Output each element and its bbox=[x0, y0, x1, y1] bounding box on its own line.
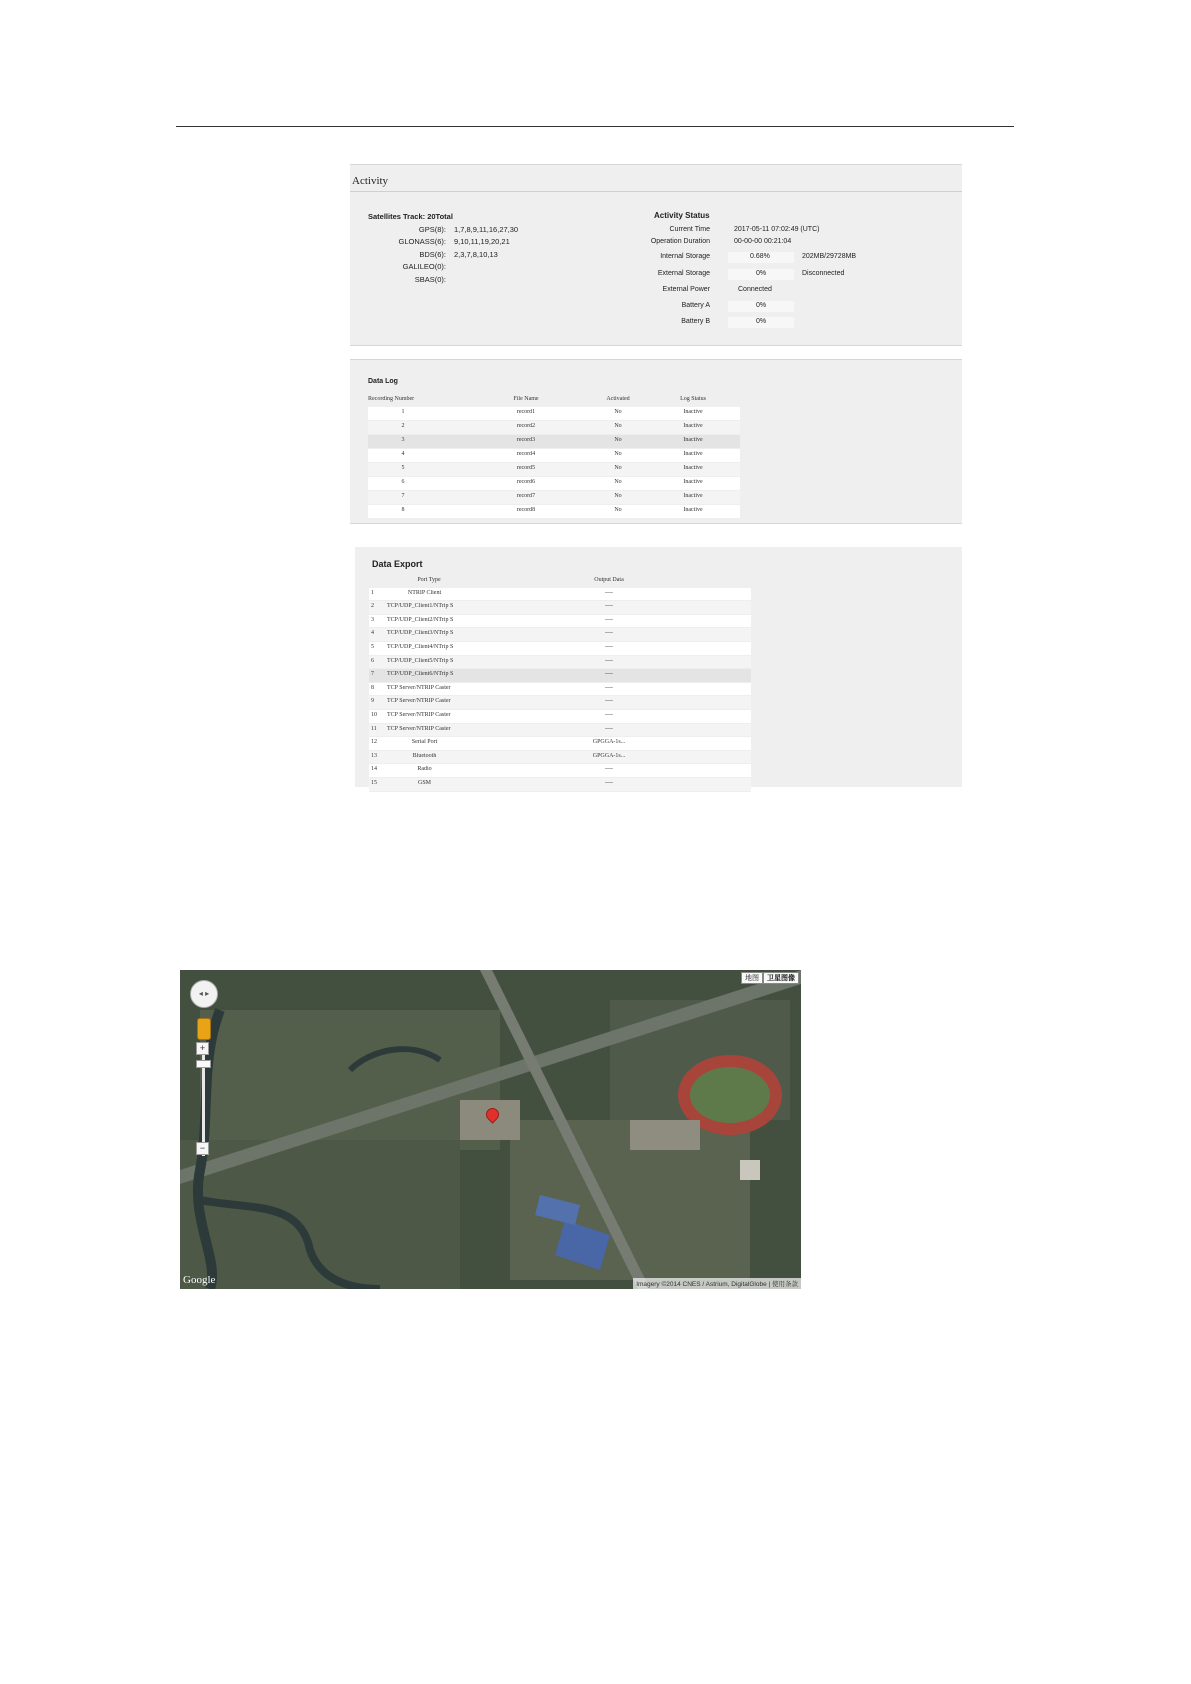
log-status: Inactive bbox=[683, 423, 703, 429]
table-header bbox=[368, 394, 740, 407]
data-export-title: Data Export bbox=[372, 559, 423, 569]
port-type: TCP/UDP_Client5/NTrip S bbox=[387, 657, 454, 664]
output-data: ---- bbox=[605, 630, 613, 637]
output-data: GPGGA-1s... bbox=[592, 739, 626, 746]
output-data: ---- bbox=[605, 725, 613, 732]
port-type: GSM bbox=[417, 779, 431, 786]
file-name: record1 bbox=[516, 409, 536, 415]
column-header: File Name bbox=[513, 396, 539, 402]
activated: No bbox=[614, 465, 622, 471]
row-index: 10 bbox=[371, 711, 377, 718]
log-status: Inactive bbox=[683, 465, 703, 471]
table-row[interactable] bbox=[368, 505, 740, 519]
table-header bbox=[369, 575, 751, 588]
row-index: 1 bbox=[371, 589, 374, 596]
file-name: record5 bbox=[516, 465, 536, 471]
column-header: Output Data bbox=[594, 577, 624, 583]
file-name: record2 bbox=[516, 423, 536, 429]
status-label: Operation Duration bbox=[650, 238, 710, 245]
port-type: TCP Server/NTRIP Caster bbox=[387, 698, 451, 705]
status-value: 0% bbox=[756, 318, 767, 325]
port-type: TCP/UDP_Client6/NTrip S bbox=[387, 671, 454, 678]
table-row[interactable] bbox=[368, 435, 740, 449]
port-type: TCP/UDP_Client3/NTrip S bbox=[387, 630, 454, 637]
table-row[interactable] bbox=[369, 683, 751, 697]
recording-number: 8 bbox=[401, 507, 405, 513]
table-row[interactable] bbox=[369, 669, 751, 683]
log-status: Inactive bbox=[683, 507, 703, 513]
table-row[interactable] bbox=[368, 477, 740, 491]
port-type: TCP Server/NTRIP Caster bbox=[387, 684, 451, 691]
constellation-label: GLONASS(6): bbox=[398, 237, 446, 246]
activity-status-heading: Activity Status bbox=[654, 211, 710, 220]
status-extra: Disconnected bbox=[802, 270, 845, 277]
data-log-panel bbox=[350, 359, 962, 524]
row-index: 8 bbox=[371, 684, 374, 691]
status-value: 0% bbox=[756, 302, 767, 309]
recording-number: 5 bbox=[401, 465, 405, 471]
header-rule bbox=[176, 126, 1014, 127]
output-data: ---- bbox=[605, 698, 613, 705]
constellation-label: GALILEO(0): bbox=[402, 262, 446, 271]
output-data: ---- bbox=[605, 643, 613, 650]
zoom-out-button[interactable]: − bbox=[196, 1142, 209, 1155]
satellites-track-label: Satellites Track: bbox=[368, 212, 426, 221]
map-attribution[interactable]: Imagery ©2014 CNES / Astrium, DigitalGlobe | 使用条款 bbox=[633, 1278, 801, 1289]
satellite-map[interactable] bbox=[180, 970, 801, 1289]
title-divider bbox=[350, 191, 962, 192]
status-label: External Storage bbox=[657, 270, 710, 277]
constellation-label: GPS(8): bbox=[418, 225, 446, 234]
status-label: Battery A bbox=[681, 302, 710, 309]
port-type: TCP/UDP_Client2/NTrip S bbox=[387, 616, 454, 623]
map-imagery bbox=[180, 970, 801, 1289]
log-status: Inactive bbox=[683, 409, 703, 415]
output-data: ---- bbox=[605, 711, 613, 718]
row-index: 3 bbox=[371, 616, 374, 623]
port-type: TCP Server/NTRIP Caster bbox=[387, 725, 451, 732]
table-row[interactable] bbox=[369, 642, 751, 656]
constellation-value: 1,7,8,9,11,16,27,30 bbox=[454, 225, 519, 234]
row-index: 14 bbox=[371, 766, 377, 773]
log-status: Inactive bbox=[683, 493, 703, 499]
satellites-total: 20Total bbox=[427, 212, 453, 221]
activated: No bbox=[614, 437, 622, 443]
table-row[interactable] bbox=[369, 656, 751, 670]
table-row[interactable] bbox=[368, 449, 740, 463]
file-name: record4 bbox=[516, 451, 536, 457]
table-row[interactable] bbox=[369, 601, 751, 615]
constellation-label: BDS(6): bbox=[419, 250, 446, 259]
constellation-value: 9,10,11,19,20,21 bbox=[454, 237, 510, 246]
recording-number: 2 bbox=[401, 423, 405, 429]
status-value: 0% bbox=[756, 270, 767, 277]
recording-number: 4 bbox=[401, 451, 405, 457]
constellation-label: SBAS(0): bbox=[414, 275, 446, 284]
row-index: 6 bbox=[371, 657, 374, 664]
output-data: ---- bbox=[605, 766, 613, 773]
recording-number: 1 bbox=[401, 409, 405, 415]
row-index: 9 bbox=[371, 698, 374, 705]
activated: No bbox=[614, 479, 622, 485]
table-row[interactable] bbox=[369, 764, 751, 778]
activated: No bbox=[614, 423, 622, 429]
activity-panel bbox=[350, 164, 962, 346]
output-data: ---- bbox=[605, 657, 613, 664]
data-log-table bbox=[368, 394, 740, 519]
map-type-option-satellite[interactable]: 卫星图像 bbox=[763, 972, 799, 984]
activated: No bbox=[614, 409, 622, 415]
column-header: Log Status bbox=[680, 396, 706, 402]
output-data: ---- bbox=[605, 616, 613, 623]
data-export-table bbox=[369, 575, 751, 792]
status-extra: 202MB/29728MB bbox=[802, 253, 857, 260]
log-status: Inactive bbox=[683, 451, 703, 457]
column-header: Port Type bbox=[417, 577, 441, 583]
constellation-value: 2,3,7,8,10,13 bbox=[454, 250, 498, 259]
file-name: record3 bbox=[516, 437, 536, 443]
status-label: Internal Storage bbox=[660, 253, 710, 260]
status-value: 2017-05-11 07:02:49 (UTC) bbox=[734, 226, 820, 233]
table-row[interactable] bbox=[368, 491, 740, 505]
output-data: ---- bbox=[605, 589, 613, 596]
row-index: 2 bbox=[371, 603, 374, 610]
activated: No bbox=[614, 507, 622, 513]
map-type-option-map[interactable]: 地图 bbox=[741, 972, 763, 984]
status-value: 0.68% bbox=[750, 253, 770, 260]
port-type: NTRIP Client bbox=[407, 589, 442, 596]
output-data: ---- bbox=[605, 671, 613, 678]
google-logo: Google bbox=[183, 1274, 216, 1286]
recording-number: 6 bbox=[401, 479, 405, 485]
zoom-slider-handle[interactable] bbox=[196, 1060, 211, 1068]
table-row[interactable] bbox=[369, 778, 751, 792]
table-row[interactable] bbox=[369, 628, 751, 642]
status-label: External Power bbox=[662, 286, 710, 293]
file-name: record8 bbox=[516, 507, 536, 513]
status-label: Current Time bbox=[669, 226, 710, 233]
file-name: record7 bbox=[516, 493, 536, 499]
port-type: TCP Server/NTRIP Caster bbox=[387, 711, 451, 718]
activity-title: Activity bbox=[352, 175, 389, 187]
port-type: Radio bbox=[417, 766, 432, 773]
table-row[interactable] bbox=[369, 737, 751, 751]
row-index: 7 bbox=[371, 671, 374, 678]
status-value: 00-00-00 00:21:04 bbox=[734, 238, 792, 245]
output-data: ---- bbox=[605, 603, 613, 610]
table-row[interactable] bbox=[369, 724, 751, 738]
table-row[interactable] bbox=[369, 696, 751, 710]
port-type: Serial Port bbox=[411, 739, 438, 746]
table-row[interactable] bbox=[368, 463, 740, 477]
row-index: 15 bbox=[371, 779, 377, 786]
column-header: Recording Number bbox=[368, 396, 415, 402]
recording-number: 7 bbox=[401, 493, 405, 499]
data-log-title: Data Log bbox=[368, 378, 398, 385]
map-type-toggle bbox=[741, 972, 799, 984]
row-index: 13 bbox=[371, 752, 377, 759]
port-type: Bluetooth bbox=[412, 752, 437, 759]
table-row[interactable] bbox=[368, 421, 740, 435]
file-name: record6 bbox=[516, 479, 536, 485]
row-index: 11 bbox=[371, 725, 377, 732]
port-type: TCP/UDP_Client4/NTrip S bbox=[387, 643, 454, 650]
output-data: ---- bbox=[605, 684, 613, 691]
satellites-track-heading bbox=[368, 212, 453, 221]
table-row[interactable] bbox=[369, 751, 751, 765]
log-status: Inactive bbox=[683, 437, 703, 443]
output-data: GPGGA-1s... bbox=[592, 752, 626, 759]
zoom-in-button[interactable]: + bbox=[196, 1042, 209, 1055]
table-row[interactable] bbox=[368, 407, 740, 421]
row-index: 5 bbox=[371, 643, 374, 650]
output-data: ---- bbox=[605, 779, 613, 786]
pegman-icon[interactable] bbox=[197, 1018, 211, 1040]
table-row[interactable] bbox=[369, 588, 751, 602]
pan-control-icon[interactable]: ◂ ▸ bbox=[190, 980, 218, 1008]
row-index: 12 bbox=[371, 739, 377, 746]
recording-number: 3 bbox=[401, 437, 405, 443]
status-value: Connected bbox=[738, 286, 772, 293]
activated: No bbox=[614, 451, 622, 457]
status-label: Battery B bbox=[681, 318, 710, 325]
port-type: TCP/UDP_Client1/NTrip S bbox=[387, 603, 454, 610]
row-index: 4 bbox=[371, 630, 374, 637]
table-row[interactable] bbox=[369, 710, 751, 724]
table-row[interactable] bbox=[369, 615, 751, 629]
column-header: Activated bbox=[606, 396, 630, 402]
log-status: Inactive bbox=[683, 479, 703, 485]
data-export-panel bbox=[355, 547, 962, 787]
activated: No bbox=[614, 493, 622, 499]
